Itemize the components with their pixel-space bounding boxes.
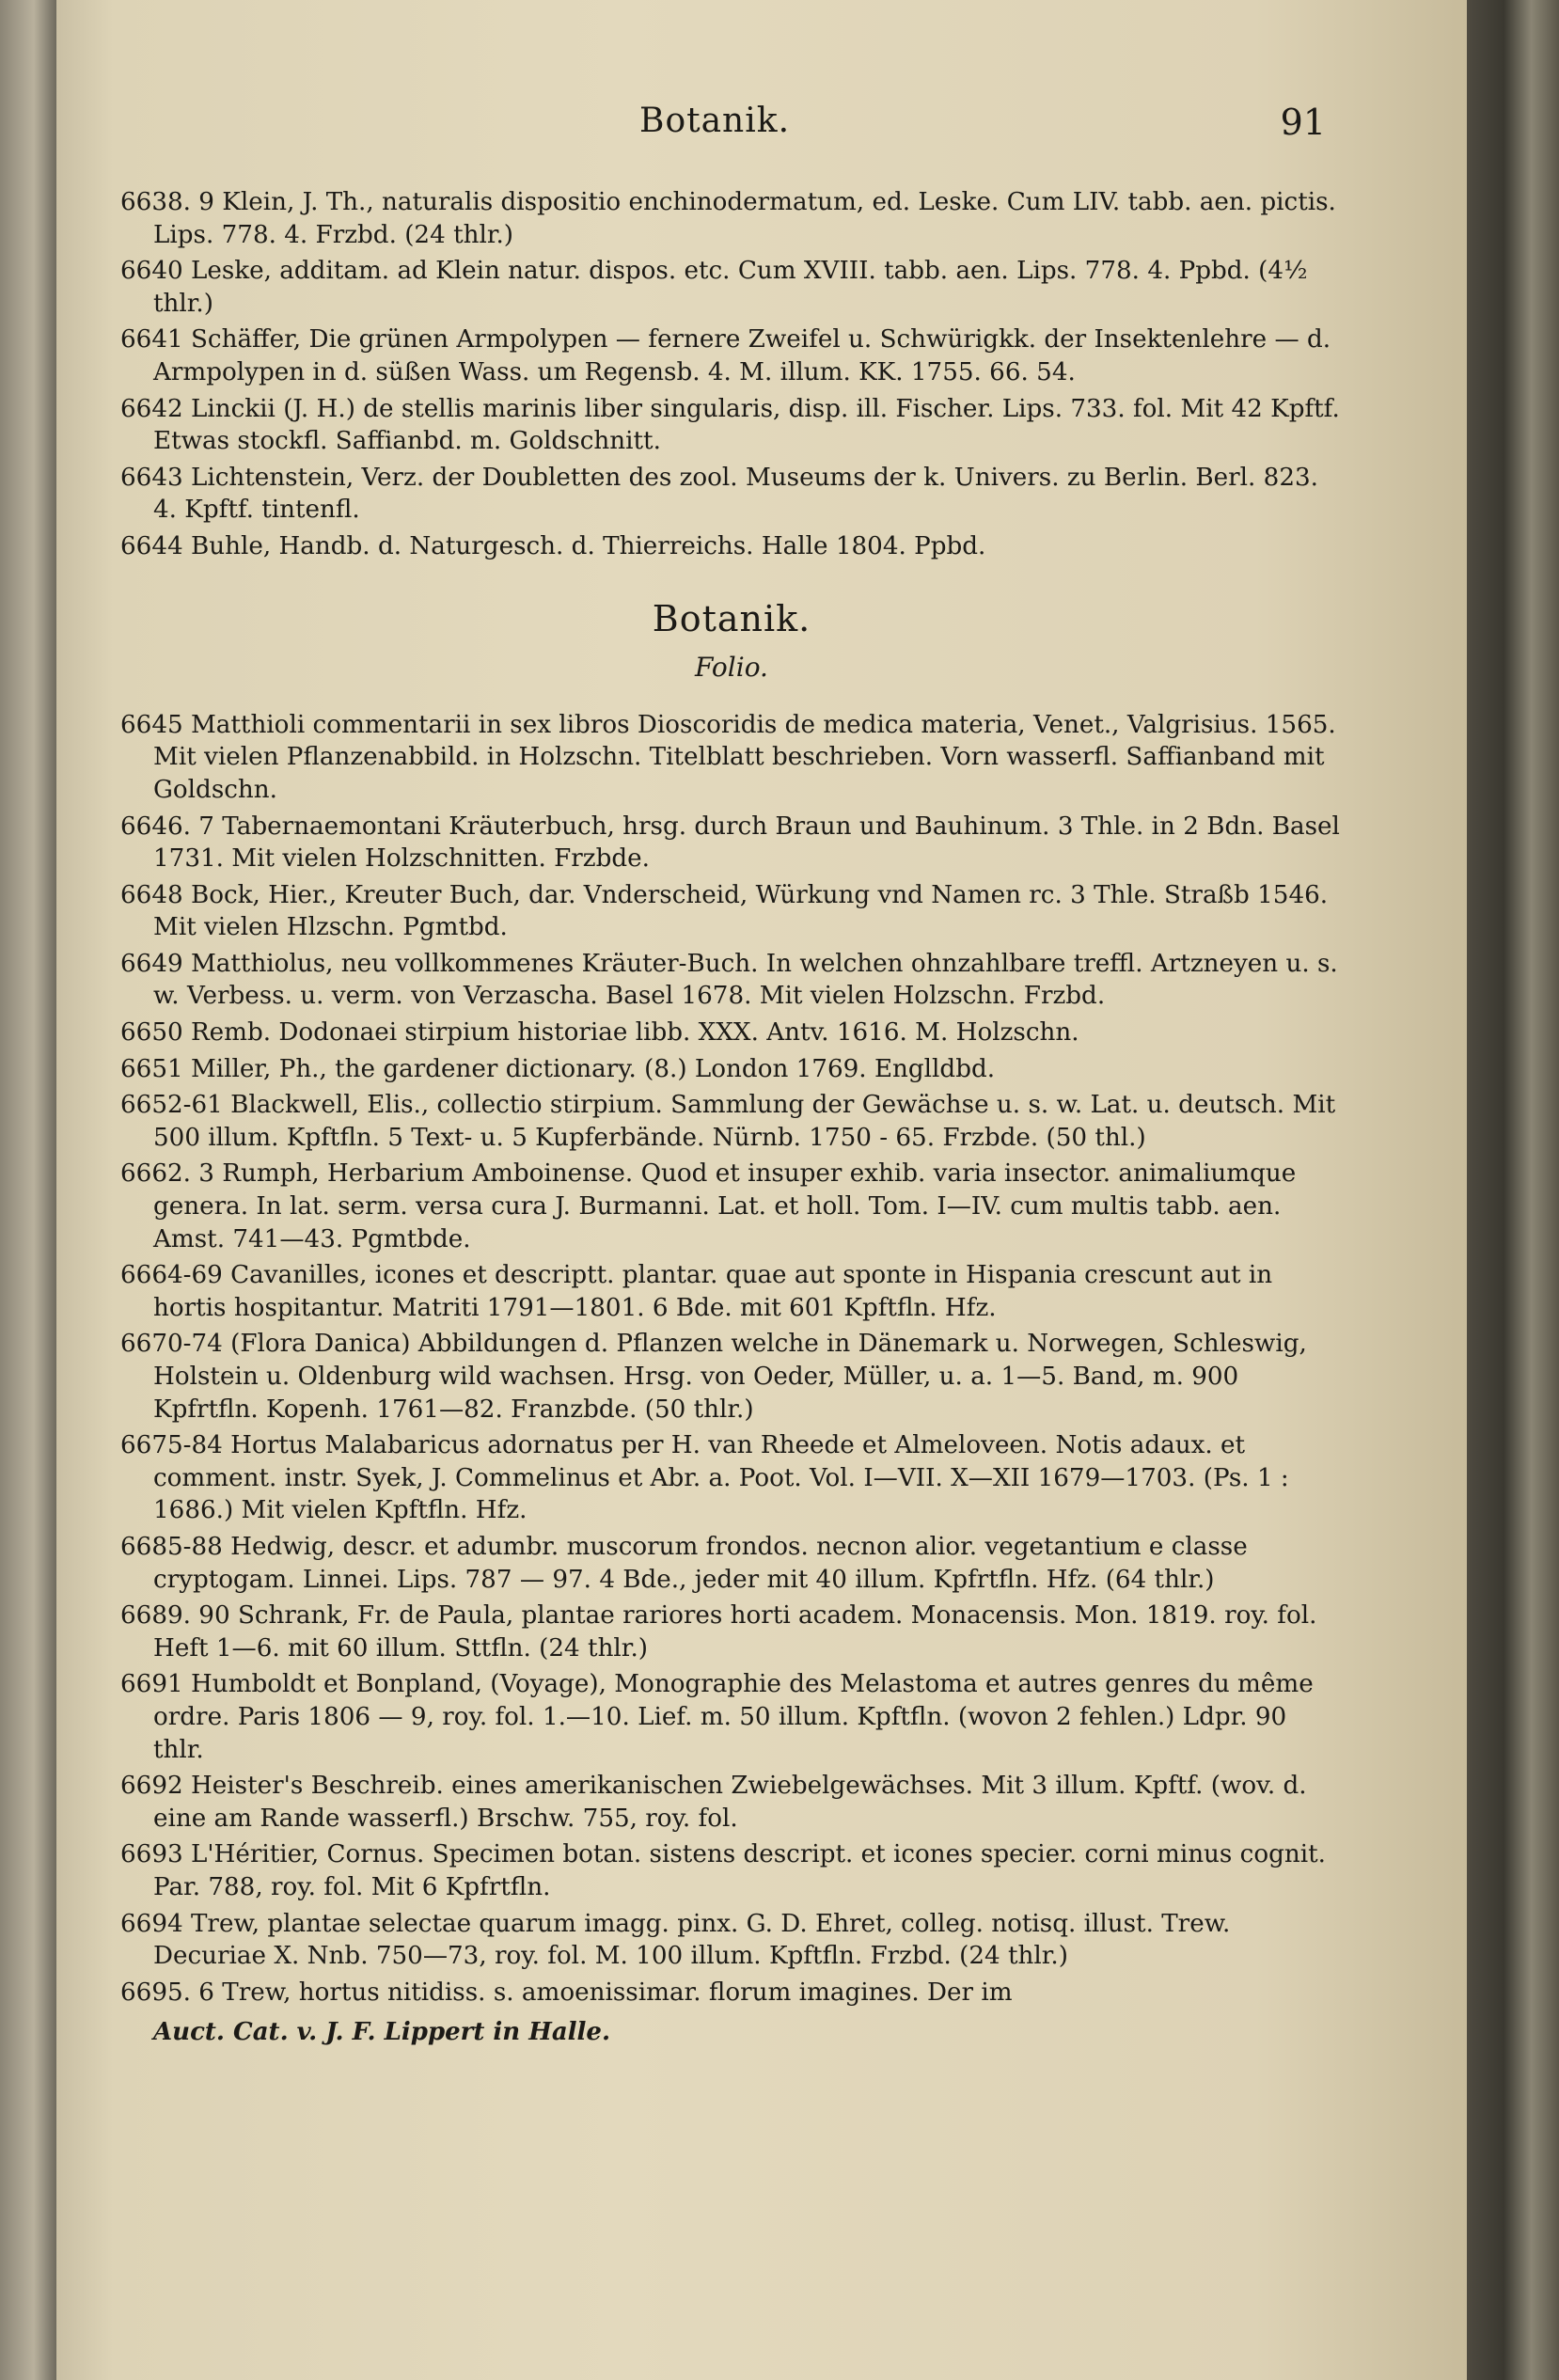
catalog-entry: 6662. 3 Rumph, Herbarium Amboinense. Quod et insuper exhib. varia insector. animaliumque genera. In lat. serm. versa cura J. Burmanni. Lat. et holl. Tom. I—IV. cum multis tabb. aen. Amst. 741—43. Pgmtbde.: [120, 1159, 1297, 1253]
catalog-entry: 6651 Miller, Ph., the gardener dictionary. (8.) London 1769. Englldbd.: [120, 1054, 996, 1083]
catalog-entry: 6642 Linckii (J. H.) de stellis marinis liber singularis, disp. ill. Fischer. Lips. 733. fol. Mit 42 Kpftf. Etwas stockfl. Saffianbd. m. Goldschnitt.: [120, 394, 1340, 456]
book-spine: [1467, 0, 1559, 2380]
running-title: Botanik.: [639, 102, 791, 140]
catalog-entry: 6694 Trew, plantae selectae quarum imagg. pinx. G. D. Ehret, colleg. notisq. illust. Trew. Decuriae X. Nnb. 750—73, roy. fol. M. 100 illum. Kpftfln. Frzbd. (24 thlr.): [120, 1909, 1231, 1971]
section-title: Botanik.: [652, 597, 811, 639]
catalog-entry: 6649 Matthiolus, neu vollkommenes Kräuter-Buch. In welchen ohnzahlbare treffl. Artzneyen u. s. w. Verbess. u. verm. von Verzascha. Basel 1678. Mit vielen Holzschn. Frzbd.: [120, 949, 1338, 1011]
catalog-entry: 6644 Buhle, Handb. d. Naturgesch. d. Thierreichs. Halle 1804. Ppbd.: [120, 531, 986, 560]
catalog-entry: 6652-61 Blackwell, Elis., collectio stirpium. Sammlung der Gewächse u. s. w. Lat. u. deutsch. Mit 500 illum. Kpftfln. 5 Text- u. 5 Kupferbände. Nürnb. 1750 - 65. Frzbde. (50 thl.): [120, 1091, 1336, 1152]
catalog-entry: 6685-88 Hedwig, descr. et adumbr. muscorum frondos. necnon alior. vegetantium e classe cryptogam. Linnei. Lips. 787 — 97. 4 Bde., jeder mit 40 illum. Kpfrtfln. Hfz. (64 thlr.): [120, 1532, 1248, 1594]
catalog-entry: 6675-84 Hortus Malabaricus adornatus per H. van Rheede et Almeloveen. Notis adaux. et comment. instr. Syek, J. Commelinus et Abr. a. Poot. Vol. I—VII. X—XII 1679—1703. (Ps. 1 : 1686.) Mit vielen Kpftfln. Hfz.: [120, 1431, 1289, 1525]
catalog-entry: 6638. 9 Klein, J. Th., naturalis dispositio enchinodermatum, ed. Leske. Cum LIV. tabb. aen. pictis. Lips. 778. 4. Frzbd. (24 thlr.): [120, 188, 1336, 249]
catalog-entry: 6664-69 Cavanilles, icones et descriptt. plantar. quae aut sponte in Hispania crescunt aut in hortis hospitantur. Matriti 1791—1801. 6 Bde. mit 601 Kpftfln. Hfz.: [120, 1261, 1273, 1322]
catalog-text: [120, 186, 1343, 2049]
catalog-entry: 6670-74 (Flora Danica) Abbildungen d. Pflanzen welche in Dänemark u. Norwegen, Schleswig, Holstein u. Oldenburg wild wachsen. Hrsg. von Oeder, Müller, u. a. 1—5. Band, m. 900 Kpfrtfln. Kopenh. 1761—82. Franzbde. (50 thlr.): [120, 1330, 1307, 1424]
footer-imprint: Auct. Cat. v. J. F. Lippert in Halle.: [153, 2018, 611, 2047]
catalog-entry: 6645 Matthioli commentarii in sex libros Dioscoridis de medica materia, Venet., Valgrisius. 1565. Mit vielen Pflanzenabbild. in Holzschn. Titelblatt beschrieben. Vorn wasserfl. Saffianband mit Goldschn.: [120, 710, 1336, 804]
catalog-entry: 6689. 90 Schrank, Fr. de Paula, plantae rariores horti academ. Monacensis. Mon. 1819. roy. fol. Heft 1—6. mit 60 illum. Sttfln. (24 thlr.): [120, 1601, 1317, 1663]
catalog-entry: 6646. 7 Tabernaemontani Kräuterbuch, hrsg. durch Braun und Bauhinum. 3 Thle. in 2 Bdn. Basel 1731. Mit vielen Holzschnitten. Frzbde.: [120, 812, 1340, 874]
catalog-entry: 6693 L'Héritier, Cornus. Specimen botan. sistens descript. et icones specier. corni minus cognit. Par. 788, roy. fol. Mit 6 Kpfrtfln.: [120, 1840, 1326, 1901]
catalog-entry: 6640 Leske, additam. ad Klein natur. dispos. etc. Cum XVIII. tabb. aen. Lips. 778. 4. Ppbd. (4½ thlr.): [120, 257, 1308, 318]
catalog-entry: 6695. 6 Trew, hortus nitidiss. s. amoenissimar. florum imagines. Der im: [120, 1978, 1013, 2007]
catalog-entry: 6641 Schäffer, Die grünen Armpolypen — fernere Zweifel u. Schwürigkk. der Insektenlehre — d. Armpolypen in d. süßen Wass. um Regensb. 4. M. illum. KK. 1755. 66. 54.: [120, 325, 1331, 386]
running-head: [56, 102, 1467, 158]
book-page: [56, 0, 1467, 2380]
catalog-entry: 6692 Heister's Beschreib. eines amerikanischen Zwiebelgewächses. Mit 3 illum. Kpftf. (wov. d. eine am Rande wasserfl.) Brschw. 755, roy. fol.: [120, 1772, 1307, 1833]
catalog-entry: 6648 Bock, Hier., Kreuter Buch, dar. Vnderscheid, Würkung vnd Namen rc. 3 Thle. Straßb 1546. Mit vielen Hlzschn. Pgmtbd.: [120, 880, 1329, 942]
page-number: 91: [1280, 102, 1326, 143]
catalog-entry: 6643 Lichtenstein, Verz. der Doubletten des zool. Museums der k. Univers. zu Berlin. Berl. 823. 4. Kpftf. tintenfl.: [120, 463, 1318, 525]
catalog-entry: 6650 Remb. Dodonaei stirpium historiae libb. XXX. Antv. 1616. M. Holzschn.: [120, 1018, 1079, 1048]
catalog-entry: 6691 Humboldt et Bonpland, (Voyage), Monographie des Melastoma et autres genres du même ordre. Paris 1806 — 9, roy. fol. 1.—10. Lief. m. 50 illum. Kpftfln. (wovon 2 fehlen.) Ldpr. 90 thlr.: [120, 1670, 1314, 1764]
left-page-edge: [0, 0, 56, 2380]
section-subtitle: Folio.: [695, 652, 768, 684]
